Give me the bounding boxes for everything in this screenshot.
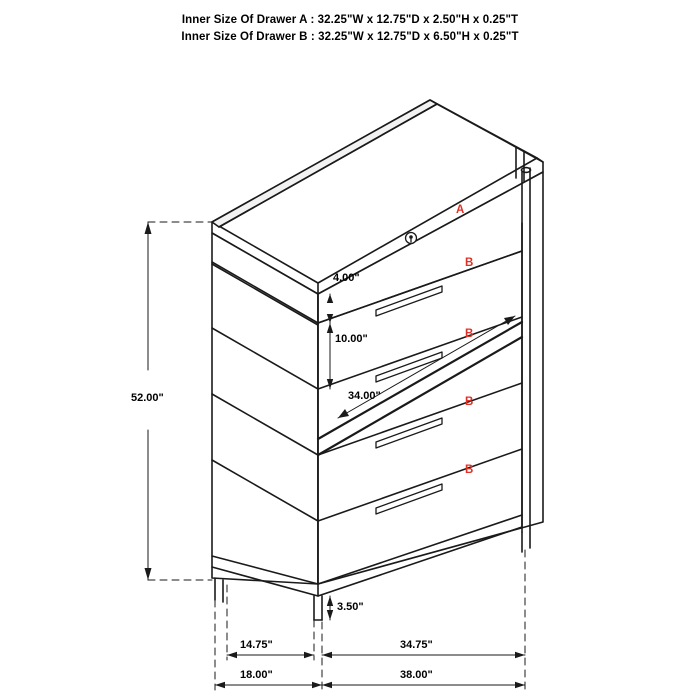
dim-label-depth-total: 18.00" xyxy=(240,669,273,681)
drawer-label-b3: B xyxy=(465,396,474,408)
drawer-label-b1: B xyxy=(465,257,474,269)
dim-label-leg-height: 3.50" xyxy=(337,601,364,613)
drawer-lock-icon xyxy=(406,233,417,244)
drawer-b-note: Inner Size Of Drawer B : 32.25"W x 12.75"D x 6.50"H x 0.25"T xyxy=(181,31,519,43)
dim-width-front xyxy=(322,652,525,658)
dim-depth-side xyxy=(227,652,314,658)
dim-width-total xyxy=(322,682,525,688)
drawer-label-a: A xyxy=(456,204,465,216)
dim-label-drawer-a-height: 4.00" xyxy=(333,272,360,284)
dim-label-width-total: 38.00" xyxy=(400,669,433,681)
dim-depth-total xyxy=(215,682,322,688)
drawer-a-note: Inner Size Of Drawer A : 32.25"W x 12.75"D x 2.50"H x 0.25"T xyxy=(181,14,519,26)
dim-label-drawer-b-height: 10.00" xyxy=(335,333,368,345)
dim-leg-height xyxy=(327,596,333,620)
dim-label-drawer-width: 34.00" xyxy=(348,390,381,402)
dim-label-depth-side: 14.75" xyxy=(240,639,273,651)
drawer-label-b4: B xyxy=(465,464,474,476)
dim-label-height-total: 52.00" xyxy=(131,392,164,404)
dim-label-width-front: 34.75" xyxy=(400,639,433,651)
drawer-label-b2: B xyxy=(465,328,474,340)
